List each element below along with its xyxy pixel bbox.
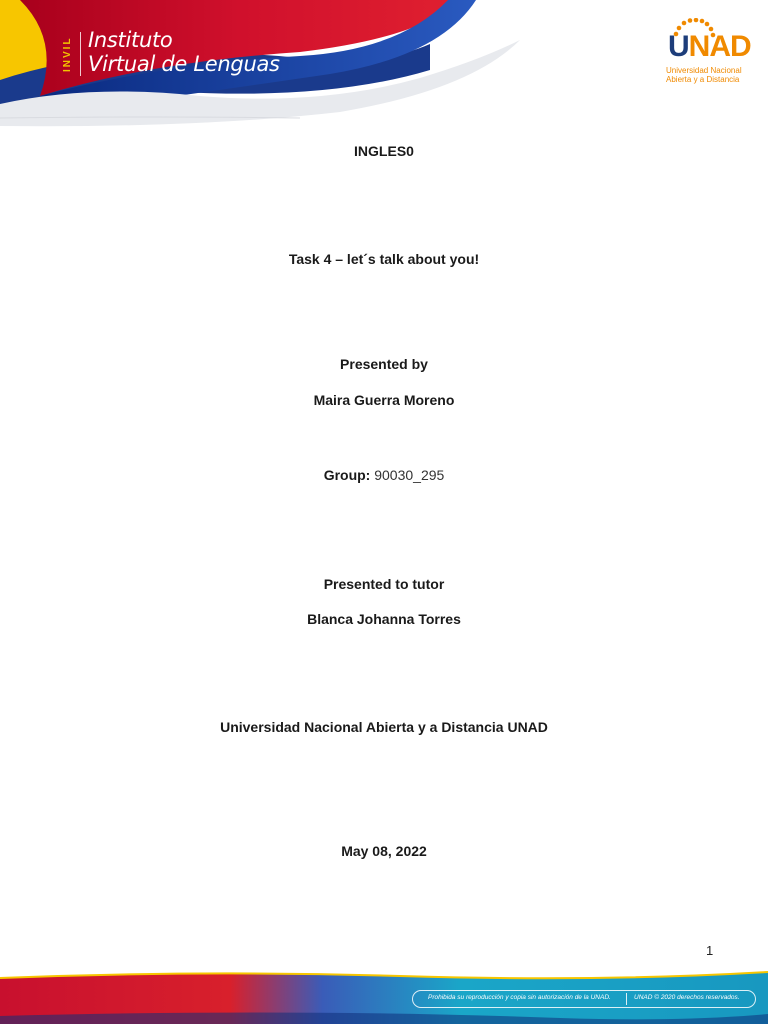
group-line xyxy=(0,467,768,483)
university-name: Universidad Nacional Abierta y a Distancia UNAD xyxy=(220,719,548,735)
footer-separator xyxy=(626,993,627,1005)
unad-logo xyxy=(664,18,751,88)
unad-subtitle-line1: Universidad Nacional xyxy=(666,66,742,75)
invil-vertical-text: INVIL xyxy=(62,36,73,72)
student-name: Maira Guerra Moreno xyxy=(313,392,455,408)
document-date: May 08, 2022 xyxy=(341,843,427,859)
group-value: 90030_295 xyxy=(374,467,445,483)
invil-divider xyxy=(80,32,81,76)
course-title: INGLES0 xyxy=(354,143,414,159)
group-label: Group: xyxy=(323,467,371,483)
presented-to-label: Presented to tutor xyxy=(323,576,445,592)
invil-title-line2: Virtual de Lenguas xyxy=(88,52,280,76)
tutor-name: Blanca Johanna Torres xyxy=(307,611,461,627)
unad-letters-nad: NAD xyxy=(688,30,751,63)
unad-subtitle-line2: Abierta y a Distancia xyxy=(666,75,740,84)
presented-by-label: Presented by xyxy=(340,356,428,372)
page-number: 1 xyxy=(706,943,714,958)
task-title: Task 4 – let´s talk about you! xyxy=(288,251,480,267)
unad-wordmark xyxy=(668,30,751,64)
invil-title-line1: Instituto xyxy=(88,28,173,52)
unad-letter-u: U xyxy=(668,30,689,63)
footer-copyright: UNAD © 2020 derechos reservados. xyxy=(634,994,740,1001)
footer-notice: Prohibida su reproducción y copia sin autorización de la UNAD. xyxy=(428,994,611,1001)
